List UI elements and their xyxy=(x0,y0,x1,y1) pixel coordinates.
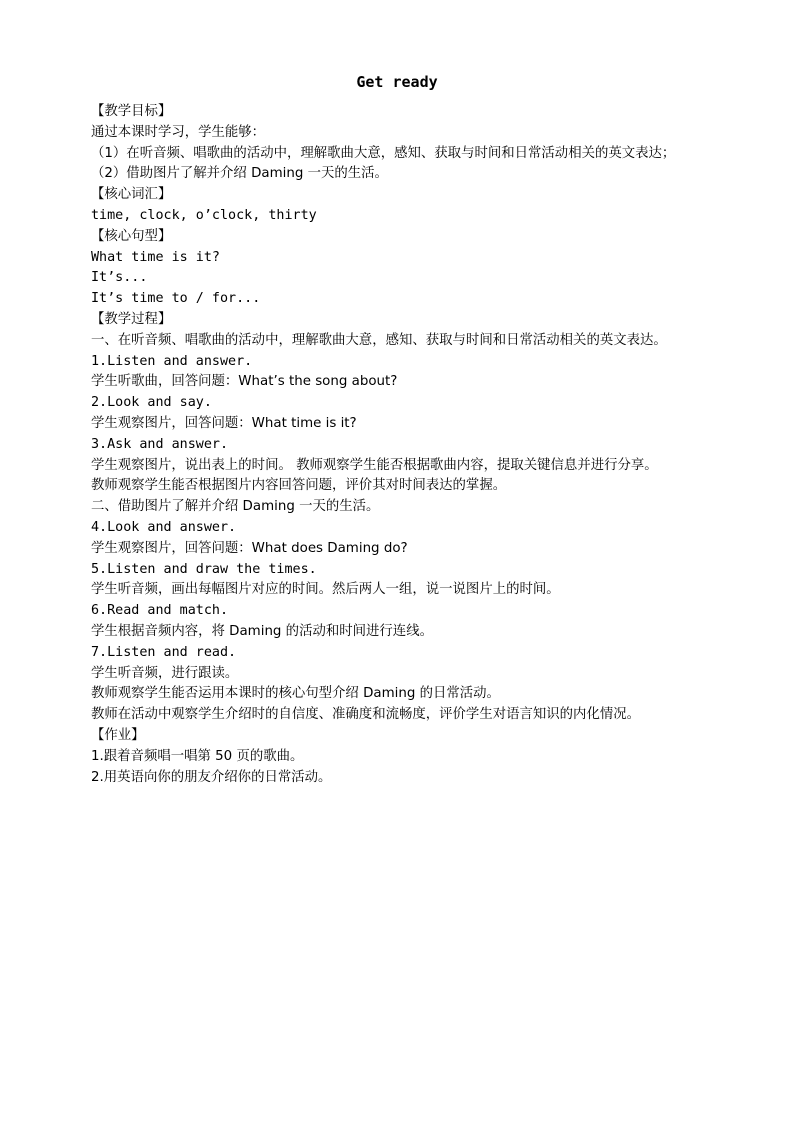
paragraph-line: 3.Ask and answer. xyxy=(91,436,229,452)
paragraph-line: 学生观察图片，回答问题：What does Daming do? xyxy=(91,540,408,556)
paragraph-line: 【核心句型】 xyxy=(91,228,172,244)
paragraph-line: 学生观察图片，说出表上的时间。 教师观察学生能否根据歌曲内容，提取关键信息并进行分享。 xyxy=(91,457,658,473)
paragraph-line: 学生观察图片，回答问题：What time is it? xyxy=(91,415,357,431)
paragraph-line: 4.Look and answer. xyxy=(91,519,237,535)
paragraph-line: 【核心词汇】 xyxy=(91,187,172,203)
paragraph-line: What time is it? xyxy=(91,249,220,265)
paragraph-line: 【作业】 xyxy=(91,727,145,743)
paragraph-line: It’s... xyxy=(91,270,148,286)
paragraph-line: 2.用英语向你的朋友介绍你的日常活动。 xyxy=(91,769,332,785)
paragraph-line: 1.Listen and answer. xyxy=(91,353,253,369)
paragraph-line: 【教学过程】 xyxy=(91,311,172,327)
paragraph-line: time, clock, o’clock, thirty xyxy=(91,207,317,223)
paragraph-line: 6.Read and match. xyxy=(91,603,229,619)
paragraph-line: 1.跟着音频唱一唱第 50 页的歌曲。 xyxy=(91,748,304,764)
paragraph-line: 学生听音频，进行跟读。 xyxy=(91,665,239,681)
paragraph-line: 学生听歌曲，回答问题：What’s the song about? xyxy=(91,374,398,390)
paragraph-line: 教师观察学生能否运用本课时的核心句型介绍 Daming 的日常活动。 xyxy=(91,686,500,702)
paragraph-line: It’s time to / for... xyxy=(91,291,261,307)
paragraph-line: （2）借助图片了解并介绍 Daming 一天的生活。 xyxy=(91,166,388,182)
paragraph-line: 7.Listen and read. xyxy=(91,644,237,660)
paragraph-line: 通过本课时学习，学生能够： xyxy=(91,124,266,140)
paragraph-line: 【教学目标】 xyxy=(91,104,172,119)
paragraph-line: 2.Look and say. xyxy=(91,395,212,411)
document-title: Get ready xyxy=(356,73,438,91)
paragraph-line: 学生根据音频内容，将 Daming 的活动和时间进行连线。 xyxy=(91,623,433,639)
paragraph-line: 教师观察学生能否根据图片内容回答问题，评价其对时间表达的掌握。 xyxy=(91,478,507,494)
paragraph-line: 一、在听音频、唱歌曲的活动中，理解歌曲大意，感知、获取与时间和日常活动相关的英文表达。 xyxy=(91,332,667,348)
paragraph-line: 教师在活动中观察学生介绍时的自信度、准确度和流畅度，评价学生对语言知识的内化情况。 xyxy=(91,707,641,723)
paragraph-line: （1）在听音频、唱歌曲的活动中，理解歌曲大意，感知、获取与时间和日常活动相关的英文表达； xyxy=(91,145,676,161)
paragraph-line: 二、借助图片了解并介绍 Daming 一天的生活。 xyxy=(91,499,380,515)
paragraph-line: 学生听音频，画出每幅图片对应的时间。然后两人一组，说一说图片上的时间。 xyxy=(91,582,560,598)
document-body xyxy=(60,102,736,788)
paragraph-line: 5.Listen and draw the times. xyxy=(91,561,317,577)
